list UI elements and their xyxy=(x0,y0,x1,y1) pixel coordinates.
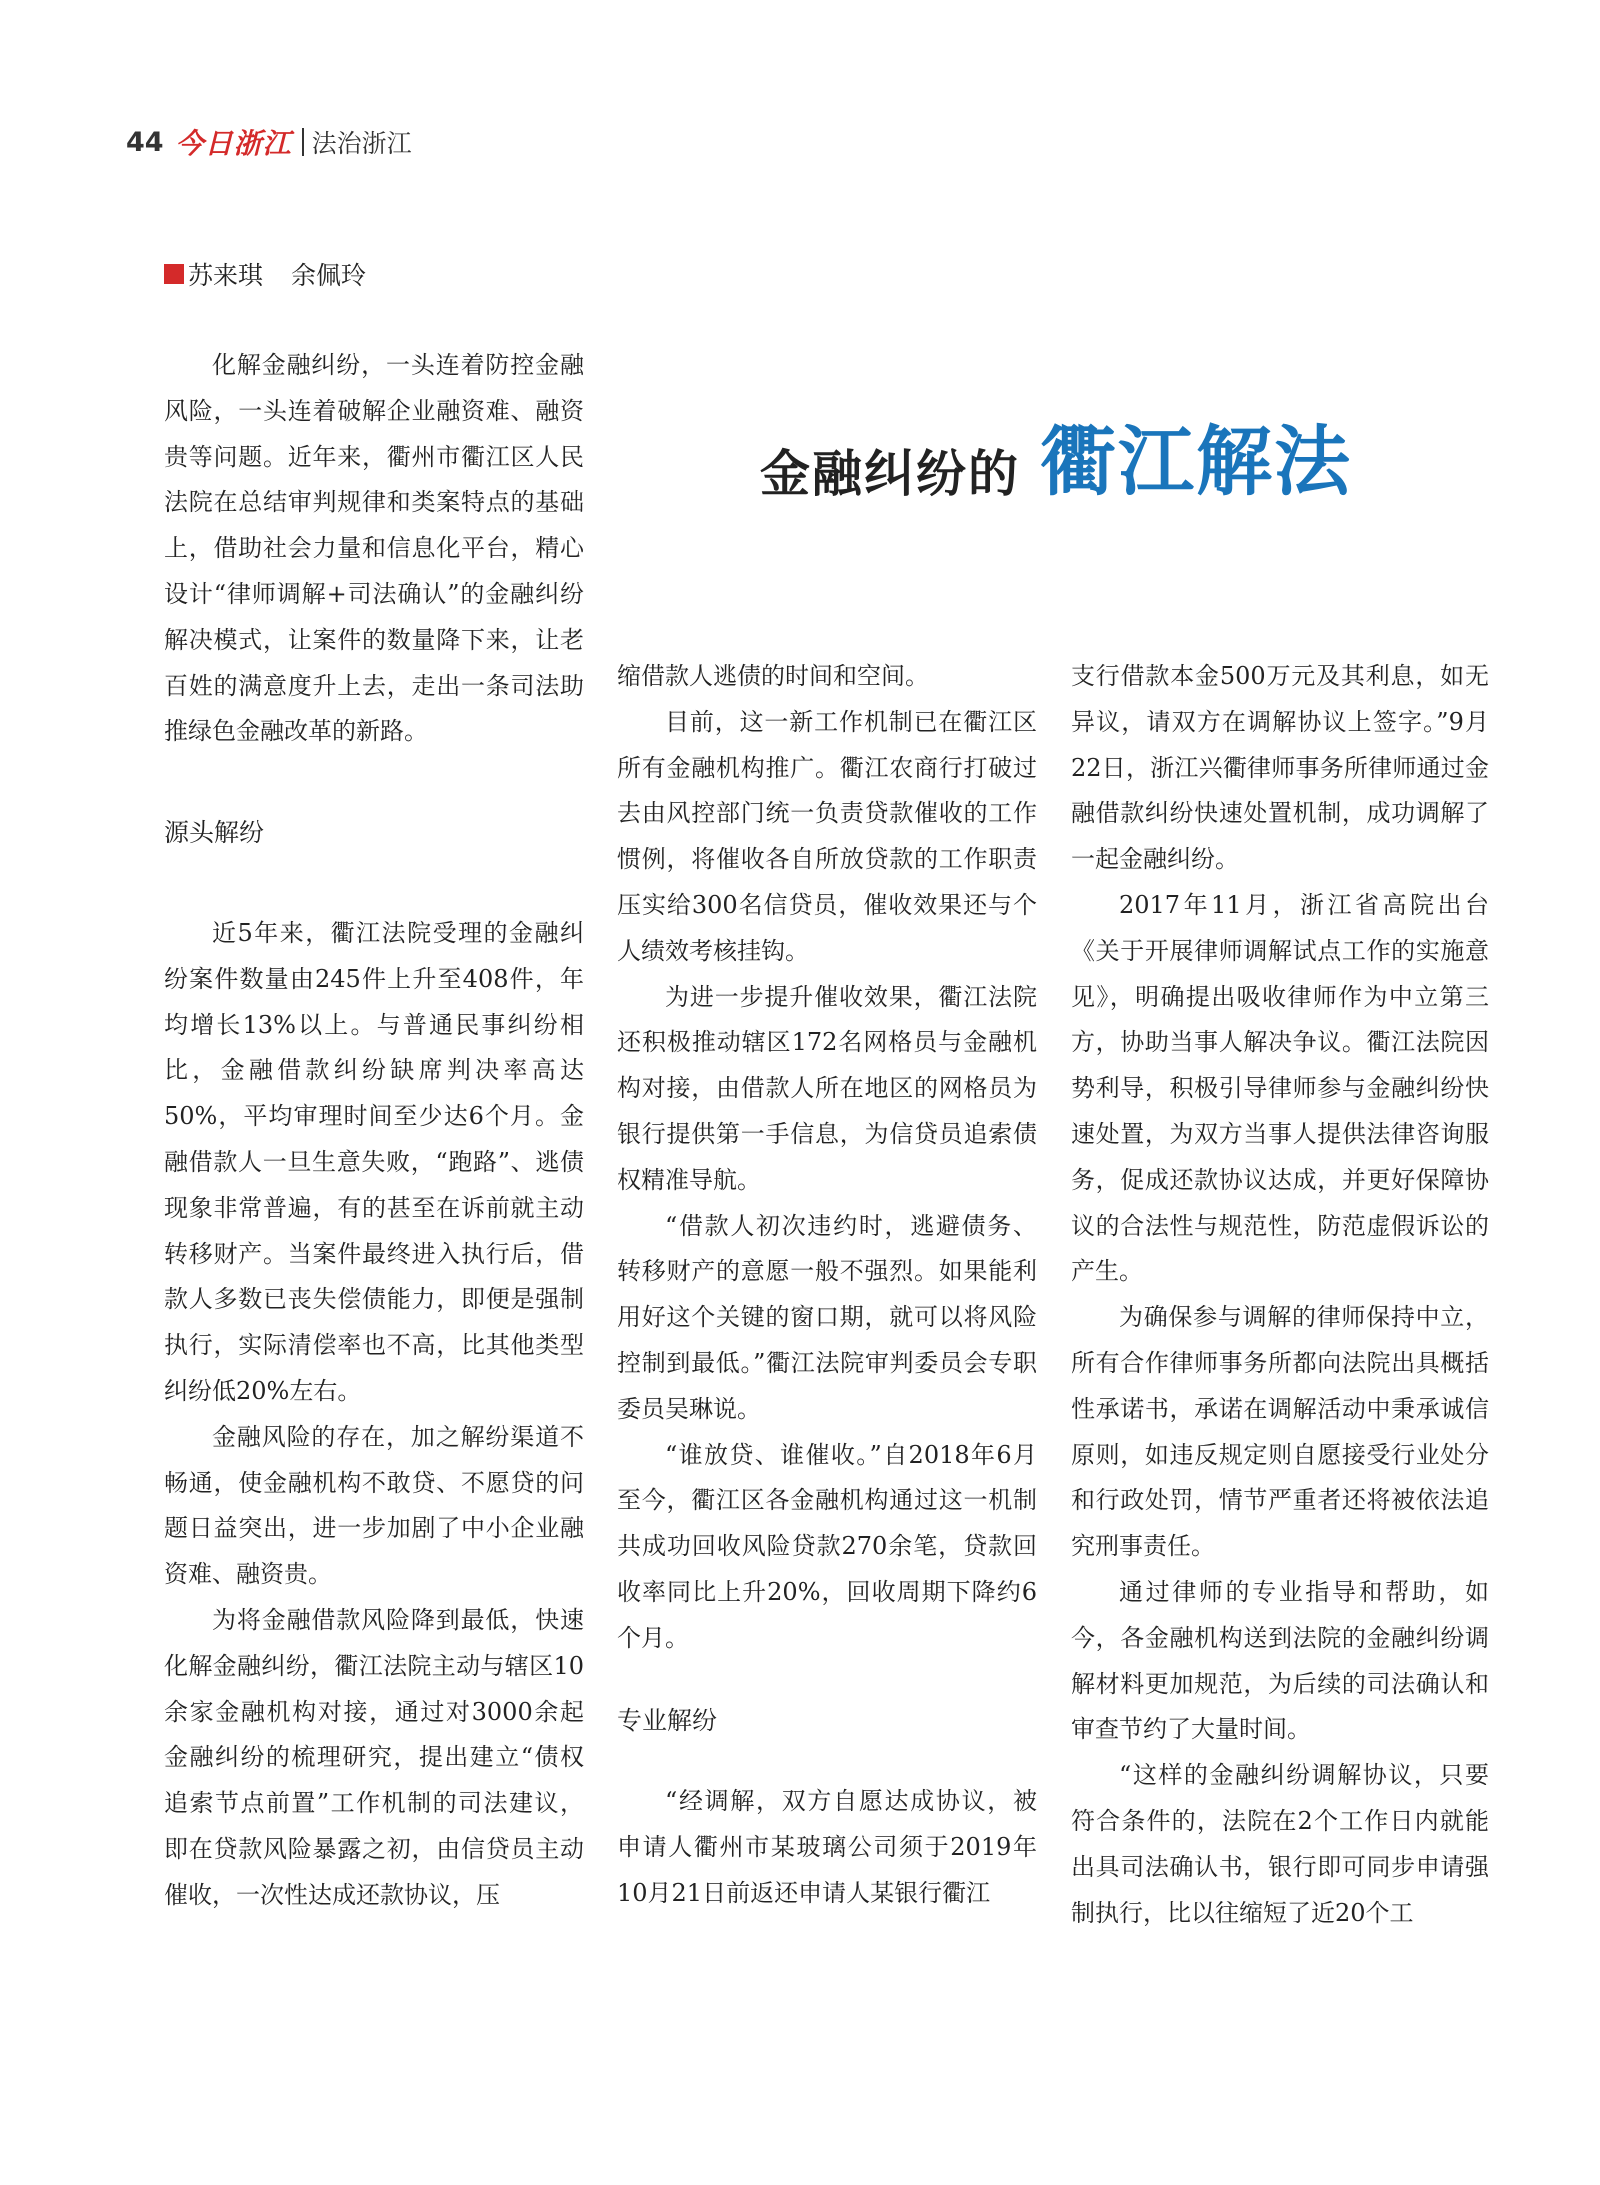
paragraph: “这样的金融纠纷调解协议，只要符合条件的，法院在2个工作日内就能出具司法确认书，银行即可同步申请强制执行，比以往缩短了近20个工 xyxy=(1071,1761,1489,1927)
author-1: 苏来琪 xyxy=(188,261,264,290)
paragraph: 为确保参与调解的律师保持中立，所有合作律师事务所都向法院出具概括性承诺书，承诺在调解活动中秉承诚信原则，如违反规定则自愿接受行业处分和行政处罚，情节严重者还将被依法追究刑事责任。 xyxy=(1071,1303,1489,1561)
paragraph: 为进一步提升催收效果，衢江法院还积极推动辖区172名网格员与金融机构对接，由借款人所在地区的网格员为银行提供第一手信息，为信贷员追索债权精准导航。 xyxy=(617,982,1037,1194)
byline-square-icon xyxy=(164,264,184,284)
paragraph-continued: 缩借款人逃债的时间和空间。 xyxy=(617,662,929,690)
paragraph: 目前，这一新工作机制已在衢江区所有金融机构推广。衢江农商行打破过去由风控部门统一负责贷款催收的工作惯例，将催收各自所放贷款的工作职责压实给300名信贷员，催收效果还与个人绩效考核挂钩。 xyxy=(617,707,1037,965)
page-header xyxy=(126,124,412,160)
column-2 xyxy=(617,654,1037,1917)
section-heading-source: 源头解纷 xyxy=(164,818,265,848)
paragraph: 2017年11月，浙江省高院出台《关于开展律师调解试点工作的实施意见》，明确提出吸收律师作为中立第三方，协助当事人解决争议。衢江法院因势利导，积极引导律师参与金融纠纷快速处置，为双方当事人提供法律咨询服务，促成还款协议达成，并更好保障协议的合法性与规范性，防范虚假诉讼的产生。 xyxy=(1071,890,1489,1286)
paragraph: 通过律师的专业指导和帮助，如今，各金融机构送到法院的金融纠纷调解材料更加规范，为后续的司法确认和审查节约了大量时间。 xyxy=(1071,1577,1489,1744)
title-part-2: 衢江解法 xyxy=(1040,417,1352,506)
paragraph: “谁放贷、谁催收。”自2018年6月至今，衢江区各金融机构通过这一机制共成功回收风险贷款270余笔，贷款回收率同比上升20%，回收周期下降约6个月。 xyxy=(617,1440,1037,1652)
paragraph: 金融风险的存在，加之解纷渠道不畅通，使金融机构不敢贷、不愿贷的问题日益突出，进一步加剧了中小企业融资难、融资贵。 xyxy=(164,1422,584,1589)
author-2: 余佩玲 xyxy=(291,261,367,290)
paragraph: 近5年来，衢江法院受理的金融纠纷案件数量由245件上升至408件，年均增长13%以上。与普通民事纠纷相比，金融借款纠纷缺席判决率高达50%，平均审理时间至少达6个月。金融借款人一旦生意失败，“跑路”、逃债现象非常普遍，有的甚至在诉前就主动转移财产。当案件最终进入执行后，借款人多数已丧失偿债能力，即便是强制执行，实际清偿率也不高，比其他类型纠纷低20%左右。 xyxy=(164,918,584,1405)
article-title xyxy=(760,417,1352,510)
paragraph: “借款人初次违约时，逃避债务、转移财产的意愿一般不强烈。如果能利用好这个关键的窗口期，就可以将风险控制到最低。”衢江法院审判委员会专职委员吴琳说。 xyxy=(617,1211,1037,1423)
page-number: 44 xyxy=(126,126,164,158)
title-part-1: 金融纠纷的 xyxy=(760,444,1020,503)
paragraph: 为将金融借款风险降到最低，快速化解金融纠纷，衢江法院主动与辖区10余家金融机构对接，通过对3000余起金融纠纷的梳理研究，提出建立“债权追索节点前置”工作机制的司法建议，即在贷款风险暴露之初，由信贷员主动催收，一次性达成还款协议，压 xyxy=(164,1605,584,1909)
intro-paragraph: 化解金融纠纷，一头连着防控金融风险，一头连着破解企业融资难、融资贵等问题。近年来，衢州市衢江区人民法院在总结审判规律和类案特点的基础上，借助社会力量和信息化平台，精心设计“律师调解+司法确认”的金融纠纷解决模式，让案件的数量降下来，让老百姓的满意度升上去，走出一条司法助推绿色金融改革的新路。 xyxy=(164,351,584,746)
column-1 xyxy=(164,343,584,1919)
paragraph-continued: 支行借款本金500万元及其利息，如无异议，请双方在调解协议上签字。”9月22日，浙江兴衢律师事务所律师通过金融借款纠纷快速处置机制，成功调解了一起金融纠纷。 xyxy=(1071,662,1489,874)
masthead-logo: 今日浙江 xyxy=(175,127,292,160)
byline xyxy=(164,256,394,292)
header-divider xyxy=(302,128,304,156)
section-name: 法治浙江 xyxy=(311,129,412,158)
section-heading-professional: 专业解纷 xyxy=(617,1705,718,1735)
paragraph: “经调解，双方自愿达成协议，被申请人衢州市某玻璃公司须于2019年10月21日前返还申请人某银行衢江 xyxy=(617,1787,1037,1907)
column-3 xyxy=(1071,654,1489,1936)
